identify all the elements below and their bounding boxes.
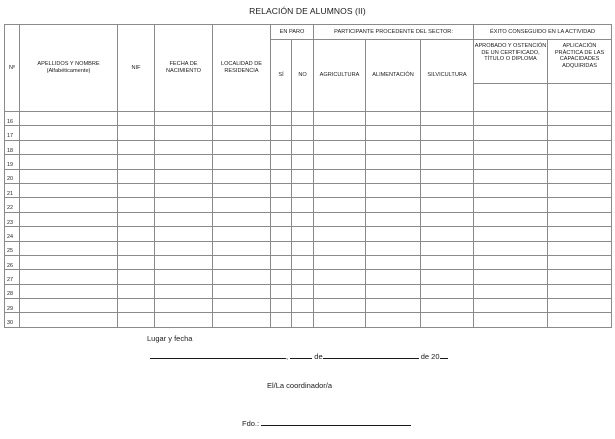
row-number: 16 (5, 112, 20, 126)
table-cell[interactable] (20, 212, 118, 226)
signature-field[interactable] (261, 418, 411, 426)
table-cell[interactable] (118, 198, 155, 212)
table-cell[interactable] (213, 284, 271, 298)
table-cell[interactable] (213, 270, 271, 284)
table-cell[interactable] (118, 183, 155, 197)
row-number: 26 (5, 255, 20, 269)
table-cell[interactable] (118, 270, 155, 284)
table-cell[interactable] (474, 126, 548, 140)
table-cell[interactable] (314, 284, 366, 298)
header-alimentacion: ALIMENTACIÓN (366, 40, 421, 112)
row-number: 22 (5, 198, 20, 212)
table-cell[interactable] (474, 284, 548, 298)
table-cell[interactable] (213, 112, 271, 126)
header-apellidos-note: (Alfabéticamente) (46, 68, 91, 74)
table-cell[interactable] (474, 212, 548, 226)
table-cell[interactable] (548, 227, 612, 241)
table-cell[interactable] (118, 299, 155, 313)
table-cell[interactable] (474, 155, 548, 169)
table-cell[interactable] (271, 140, 292, 154)
table-row (5, 299, 612, 313)
table-cell[interactable] (314, 169, 366, 183)
table-cell[interactable] (548, 270, 612, 284)
table-cell[interactable] (271, 227, 292, 241)
table-cell[interactable] (314, 255, 366, 269)
table-cell[interactable] (314, 241, 366, 255)
table-row (5, 313, 612, 327)
table-cell[interactable] (213, 241, 271, 255)
table-cell[interactable] (314, 212, 366, 226)
table-cell[interactable] (548, 284, 612, 298)
table-row (5, 212, 612, 226)
table-cell[interactable] (118, 112, 155, 126)
table-cell[interactable] (292, 241, 314, 255)
table-cell[interactable] (155, 112, 213, 126)
table-cell[interactable] (366, 270, 421, 284)
table-cell[interactable] (118, 155, 155, 169)
row-number: 21 (5, 183, 20, 197)
row-number: 24 (5, 227, 20, 241)
header-num: Nº (5, 25, 20, 112)
table-row (5, 183, 612, 197)
table-cell[interactable] (271, 284, 292, 298)
table-cell[interactable] (366, 183, 421, 197)
table-cell[interactable] (271, 313, 292, 327)
students-table (4, 24, 612, 328)
table-row (5, 227, 612, 241)
header-aplicacion-blank (548, 84, 612, 112)
table-cell[interactable] (366, 212, 421, 226)
table-cell[interactable] (366, 126, 421, 140)
table-cell[interactable] (155, 169, 213, 183)
table-cell[interactable] (421, 112, 474, 126)
table-cell[interactable] (292, 212, 314, 226)
table-row (5, 112, 612, 126)
table-cell[interactable] (292, 169, 314, 183)
table-cell[interactable] (548, 313, 612, 327)
table-cell[interactable] (155, 255, 213, 269)
row-number: 18 (5, 140, 20, 154)
table-cell[interactable] (20, 198, 118, 212)
table-cell[interactable] (474, 112, 548, 126)
table-cell[interactable] (421, 198, 474, 212)
table-cell[interactable] (292, 299, 314, 313)
table-cell[interactable] (271, 270, 292, 284)
table-cell[interactable] (213, 299, 271, 313)
table-cell[interactable] (314, 140, 366, 154)
place-field[interactable] (150, 351, 289, 361)
header-aprobado: APROBADO Y OSTENCIÓN DE UN CERTIFICADO, TÍTULO O DIPLOMA (474, 40, 548, 84)
lugar-fecha-label: Lugar y fecha (147, 334, 193, 343)
table-cell[interactable] (118, 313, 155, 327)
table-cell[interactable] (548, 299, 612, 313)
table-cell[interactable] (20, 169, 118, 183)
table-cell[interactable] (20, 227, 118, 241)
header-sector: PARTICIPANTE PROCEDENTE DEL SECTOR: (314, 25, 474, 40)
table-cell[interactable] (213, 155, 271, 169)
table-cell[interactable] (421, 140, 474, 154)
table-cell[interactable] (366, 299, 421, 313)
row-number: 20 (5, 169, 20, 183)
table-cell[interactable] (20, 241, 118, 255)
table-cell[interactable] (271, 183, 292, 197)
table-cell[interactable] (548, 140, 612, 154)
table-row (5, 198, 612, 212)
table-cell[interactable] (20, 140, 118, 154)
table-cell[interactable] (155, 212, 213, 226)
table-cell[interactable] (20, 270, 118, 284)
table-cell[interactable] (118, 212, 155, 226)
table-cell[interactable] (548, 198, 612, 212)
table-cell[interactable] (20, 284, 118, 298)
table-cell[interactable] (474, 241, 548, 255)
table-cell[interactable] (421, 155, 474, 169)
table-cell[interactable] (271, 126, 292, 140)
table-cell[interactable] (474, 255, 548, 269)
header-agricultura: AGRICULTURA (314, 40, 366, 112)
table-cell[interactable] (421, 255, 474, 269)
table-cell[interactable] (474, 313, 548, 327)
table-cell[interactable] (118, 126, 155, 140)
table-cell[interactable] (20, 313, 118, 327)
table-cell[interactable] (292, 270, 314, 284)
table-cell[interactable] (366, 255, 421, 269)
table-cell[interactable] (213, 255, 271, 269)
header-localidad: LOCALIDAD DE RESIDENCIA (213, 25, 271, 112)
header-apellidos-label: APELLIDOS Y NOMBRE (37, 61, 100, 68)
table-cell[interactable] (421, 169, 474, 183)
table-cell[interactable] (474, 270, 548, 284)
table-cell[interactable] (155, 299, 213, 313)
table-cell[interactable] (213, 227, 271, 241)
table-cell[interactable] (474, 227, 548, 241)
table-cell[interactable] (314, 270, 366, 284)
row-number: 17 (5, 126, 20, 140)
table-cell[interactable] (292, 198, 314, 212)
row-number: 29 (5, 299, 20, 313)
table-cell[interactable] (421, 212, 474, 226)
table-cell[interactable] (118, 255, 155, 269)
table-cell[interactable] (155, 140, 213, 154)
signature-line (242, 418, 411, 428)
table-row (5, 255, 612, 269)
table-cell[interactable] (213, 198, 271, 212)
table-cell[interactable] (314, 299, 366, 313)
table-cell[interactable] (271, 299, 292, 313)
table-cell[interactable] (213, 313, 271, 327)
table-cell[interactable] (366, 227, 421, 241)
page-title: RELACIÓN DE ALUMNOS (II) (249, 6, 366, 16)
table-row (5, 270, 612, 284)
table-cell[interactable] (366, 112, 421, 126)
header-fecha-nacimiento: FECHA DE NACIMIENTO (155, 25, 213, 112)
table-cell[interactable] (366, 169, 421, 183)
table-row (5, 126, 612, 140)
table-cell[interactable] (314, 126, 366, 140)
table-cell[interactable] (213, 126, 271, 140)
table-cell[interactable] (155, 198, 213, 212)
table-cell[interactable] (155, 126, 213, 140)
table-cell[interactable] (366, 140, 421, 154)
day-field[interactable] (290, 351, 312, 359)
table-cell[interactable] (271, 212, 292, 226)
table-cell[interactable] (474, 140, 548, 154)
table-cell[interactable] (292, 227, 314, 241)
table-cell[interactable] (421, 126, 474, 140)
table-cell[interactable] (421, 241, 474, 255)
year-field[interactable] (440, 351, 448, 359)
table-cell[interactable] (20, 299, 118, 313)
table-cell[interactable] (292, 140, 314, 154)
comma-text: , (286, 352, 289, 361)
table-cell[interactable] (548, 255, 612, 269)
table-cell[interactable] (548, 183, 612, 197)
table-cell[interactable] (421, 270, 474, 284)
table-cell[interactable] (421, 313, 474, 327)
table-cell[interactable] (271, 112, 292, 126)
table-cell[interactable] (213, 169, 271, 183)
table-cell[interactable] (314, 313, 366, 327)
row-number: 28 (5, 284, 20, 298)
table-cell[interactable] (548, 126, 612, 140)
row-number: 23 (5, 212, 20, 226)
table-cell[interactable] (548, 112, 612, 126)
table-cell[interactable] (118, 227, 155, 241)
fdo-label: Fdo.: (242, 419, 260, 428)
table-cell[interactable] (366, 313, 421, 327)
table-cell[interactable] (118, 284, 155, 298)
header-aplicacion: APLICACIÓN PRÁCTICA DE LAS CAPACIDADES ADQUIRIDAS (548, 40, 612, 84)
table-cell[interactable] (155, 183, 213, 197)
table-cell[interactable] (366, 155, 421, 169)
table-row (5, 140, 612, 154)
table-cell[interactable] (155, 155, 213, 169)
table-cell[interactable] (421, 183, 474, 197)
table-cell[interactable] (548, 169, 612, 183)
header-no: NO (292, 40, 314, 112)
table-cell[interactable] (474, 198, 548, 212)
table-cell[interactable] (474, 183, 548, 197)
table-cell[interactable] (20, 126, 118, 140)
table-cell[interactable] (474, 299, 548, 313)
table-cell[interactable] (421, 284, 474, 298)
table-cell[interactable] (155, 270, 213, 284)
header-exito: ÉXITO CONSEGUIDO EN LA ACTIVIDAD (474, 25, 612, 40)
table-cell[interactable] (292, 284, 314, 298)
table-cell[interactable] (421, 299, 474, 313)
table-cell[interactable] (271, 241, 292, 255)
table-cell[interactable] (213, 140, 271, 154)
date-line (150, 351, 448, 361)
table-cell[interactable] (366, 241, 421, 255)
table-cell[interactable] (271, 198, 292, 212)
table-cell[interactable] (155, 227, 213, 241)
table-cell[interactable] (118, 169, 155, 183)
table-row (5, 169, 612, 183)
table-cell[interactable] (155, 241, 213, 255)
table-cell[interactable] (548, 212, 612, 226)
table-cell[interactable] (421, 227, 474, 241)
header-en-paro: EN PARO (271, 25, 314, 40)
table-cell[interactable] (292, 183, 314, 197)
table-cell[interactable] (118, 241, 155, 255)
table-cell[interactable] (20, 112, 118, 126)
table-cell[interactable] (292, 313, 314, 327)
row-number: 27 (5, 270, 20, 284)
table-cell[interactable] (474, 169, 548, 183)
table-cell[interactable] (292, 126, 314, 140)
table-cell[interactable] (314, 227, 366, 241)
table-cell[interactable] (20, 155, 118, 169)
table-cell[interactable] (271, 255, 292, 269)
table-cell[interactable] (366, 198, 421, 212)
table-cell[interactable] (20, 183, 118, 197)
table-row (5, 155, 612, 169)
table-cell[interactable] (213, 212, 271, 226)
coordinador-label: El/La coordinador/a (267, 381, 333, 390)
table-cell[interactable] (155, 313, 213, 327)
row-number: 30 (5, 313, 20, 327)
table-cell[interactable] (271, 169, 292, 183)
table-cell[interactable] (548, 155, 612, 169)
table-cell[interactable] (292, 255, 314, 269)
table-cell[interactable] (366, 284, 421, 298)
table-cell[interactable] (292, 155, 314, 169)
table-cell[interactable] (314, 183, 366, 197)
header-si: SÍ (271, 40, 292, 112)
header-aprobado-blank (474, 84, 548, 112)
table-cell[interactable] (155, 284, 213, 298)
table-cell[interactable] (314, 112, 366, 126)
table-cell[interactable] (118, 140, 155, 154)
table-cell[interactable] (213, 183, 271, 197)
table-cell[interactable] (314, 198, 366, 212)
table-cell[interactable] (292, 112, 314, 126)
row-number: 19 (5, 155, 20, 169)
header-silvicultura: SILVICULTURA (421, 40, 474, 112)
header-apellidos (20, 25, 118, 112)
de-text: de (314, 352, 323, 361)
table-row (5, 284, 612, 298)
de-20-text: de 20 (420, 352, 440, 361)
table-cell[interactable] (314, 155, 366, 169)
table-cell[interactable] (271, 155, 292, 169)
table-row (5, 241, 612, 255)
month-field[interactable] (323, 351, 419, 359)
header-nif: NIF (118, 25, 155, 112)
row-number: 25 (5, 241, 20, 255)
table-cell[interactable] (548, 241, 612, 255)
table-cell[interactable] (20, 255, 118, 269)
